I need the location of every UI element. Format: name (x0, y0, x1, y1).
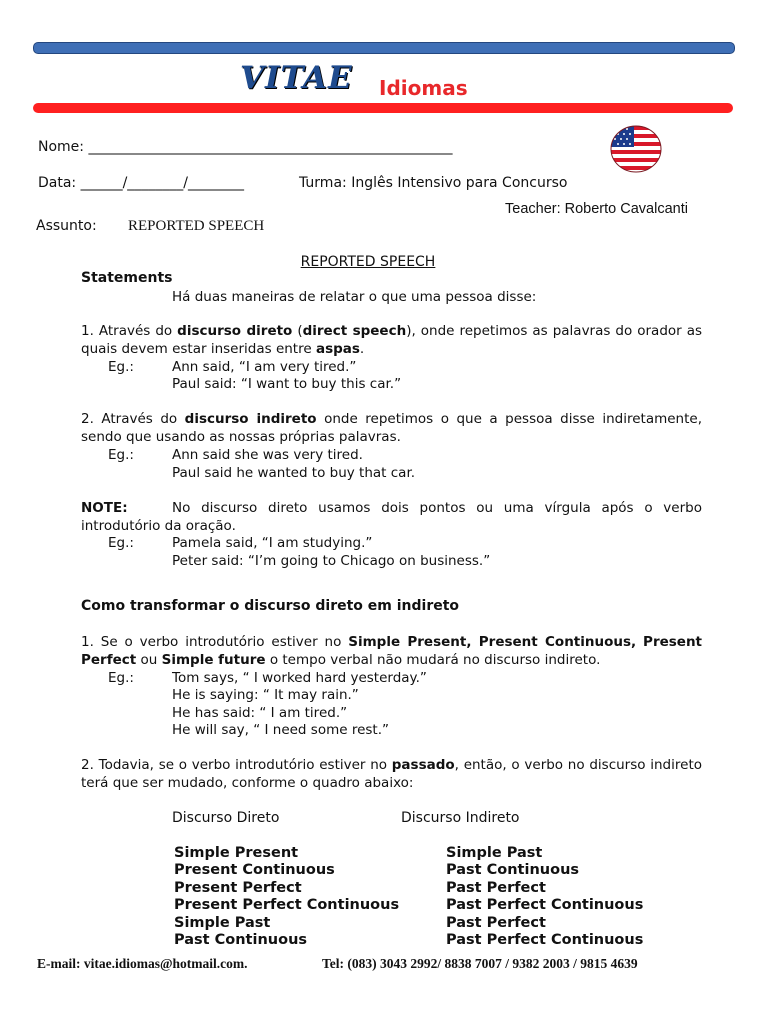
table-cell: Past Perfect Continuous (446, 897, 644, 913)
text-span: onde repetimos o que a pessoa disse indiretamente, sendo que usando as nossas próprias palavras. (81, 411, 703, 445)
text-span: 2. Através do (81, 411, 185, 427)
assunto-value: REPORTED SPEECH (128, 218, 265, 234)
table-cell: Present Perfect (174, 880, 302, 896)
table-header-indirect: Discurso Indireto (401, 810, 520, 826)
table-header-direct: Discurso Direto (172, 810, 280, 826)
text-span: . (359, 340, 365, 357)
nome-label: Nome: (38, 139, 89, 155)
turma-label: Turma: Inglês Intensivo para Concurso (299, 175, 568, 191)
bold-span: discurso direto (177, 323, 293, 339)
example-label: Eg.: (108, 535, 134, 551)
example-line: Ann said she was very tired. (172, 447, 363, 463)
text-span: 2. Todavia, se o verbo introdutório estiver no (81, 757, 392, 773)
example-line: Pamela said, “I am studying.” (172, 535, 373, 551)
bold-span: Present Perfect (81, 634, 703, 668)
text-span: 1. Através do (81, 323, 178, 339)
example-line: Ann said, “I am very tired.” (172, 359, 357, 375)
text-span: ( (292, 323, 303, 339)
bold-span: direct speech (302, 323, 407, 339)
table-cell: Past Continuous (174, 932, 308, 948)
header-red-bar (33, 103, 733, 113)
example-line: He is saying: “ It may rain.” (172, 687, 359, 703)
example-line: Tom says, “ I worked hard yesterday.” (172, 670, 427, 686)
table-cell: Present Continuous (174, 862, 335, 878)
bold-span: discurso indireto (184, 411, 317, 427)
text-span: ), onde repetimos as palavras do orador as quais devem estar inseridas entre (81, 323, 703, 357)
example-label: Eg.: (108, 670, 134, 686)
example-line: He has said: “ I am tired.” (172, 705, 348, 721)
date-field: Data: ______/________/________ (38, 175, 245, 191)
us-flag-icon (610, 125, 662, 173)
bold-span: passado (391, 757, 455, 773)
section-heading: Como transformar o discurso direto em indireto (81, 598, 460, 614)
example-label: Eg.: (108, 447, 134, 463)
footer-email: E-mail: vitae.idiomas@hotmail.com. (37, 956, 248, 971)
footer-phone: Tel: (083) 3043 2992/ 8838 7007 / 9382 2003 / 9815 4639 (322, 956, 638, 971)
brand-subtitle: Idiomas (379, 76, 468, 100)
item2-paragraph (81, 411, 702, 446)
statements-heading: Statements (81, 270, 173, 286)
doc-title: REPORTED SPEECH (300, 254, 436, 270)
bold-span: aspas (315, 340, 360, 357)
example-line: Paul said: “I want to buy this car.” (172, 376, 402, 392)
table-cell: Past Continuous (446, 862, 580, 878)
table-cell: Present Perfect Continuous (174, 897, 400, 913)
example-label: Eg.: (108, 359, 134, 375)
table-cell: Simple Past (446, 845, 543, 861)
text-span: 1. Se o verbo introdutório estiver no (81, 634, 349, 650)
rule1-paragraph (81, 634, 702, 669)
table-cell: Simple Present (174, 845, 299, 861)
table-cell: Past Perfect Continuous (446, 932, 644, 948)
table-cell: Past Perfect (446, 915, 546, 931)
example-line: Peter said: “I’m going to Chicago on business.” (172, 553, 491, 569)
text-span: , então, o verbo no discurso indireto terá que ser mudado, conforme o quadro abaixo: (81, 757, 702, 791)
bold-span: Simple Present, Present Continuous, (348, 634, 637, 650)
text-span: ou (136, 651, 162, 668)
text-span (636, 634, 643, 650)
note-label: NOTE: (81, 500, 128, 516)
table-cell: Past Perfect (446, 880, 546, 896)
rule2-paragraph (81, 757, 702, 792)
note-text: No discurso direto usamos dois pontos ou uma vírgula após o verbo introdutório da oração. (81, 500, 702, 534)
brand-logo: VITAE (240, 60, 353, 96)
nome-underline: ____________________________________________________ (88, 139, 453, 155)
example-line: He will say, “ I need some rest.” (172, 722, 390, 738)
item1-paragraph (81, 323, 702, 358)
example-line: Paul said he wanted to buy that car. (172, 465, 416, 481)
statements-intro: Há duas maneiras de relatar o que uma pessoa disse: (172, 289, 537, 305)
assunto-label: Assunto: (36, 218, 97, 234)
header-blue-bar (33, 42, 735, 54)
bold-span: Simple future (161, 651, 266, 668)
text-span: o tempo verbal não mudará no discurso indireto. (265, 651, 601, 668)
teacher-label: Teacher: Roberto Cavalcanti (505, 201, 688, 217)
name-field-line (38, 139, 452, 155)
table-cell: Simple Past (174, 915, 271, 931)
